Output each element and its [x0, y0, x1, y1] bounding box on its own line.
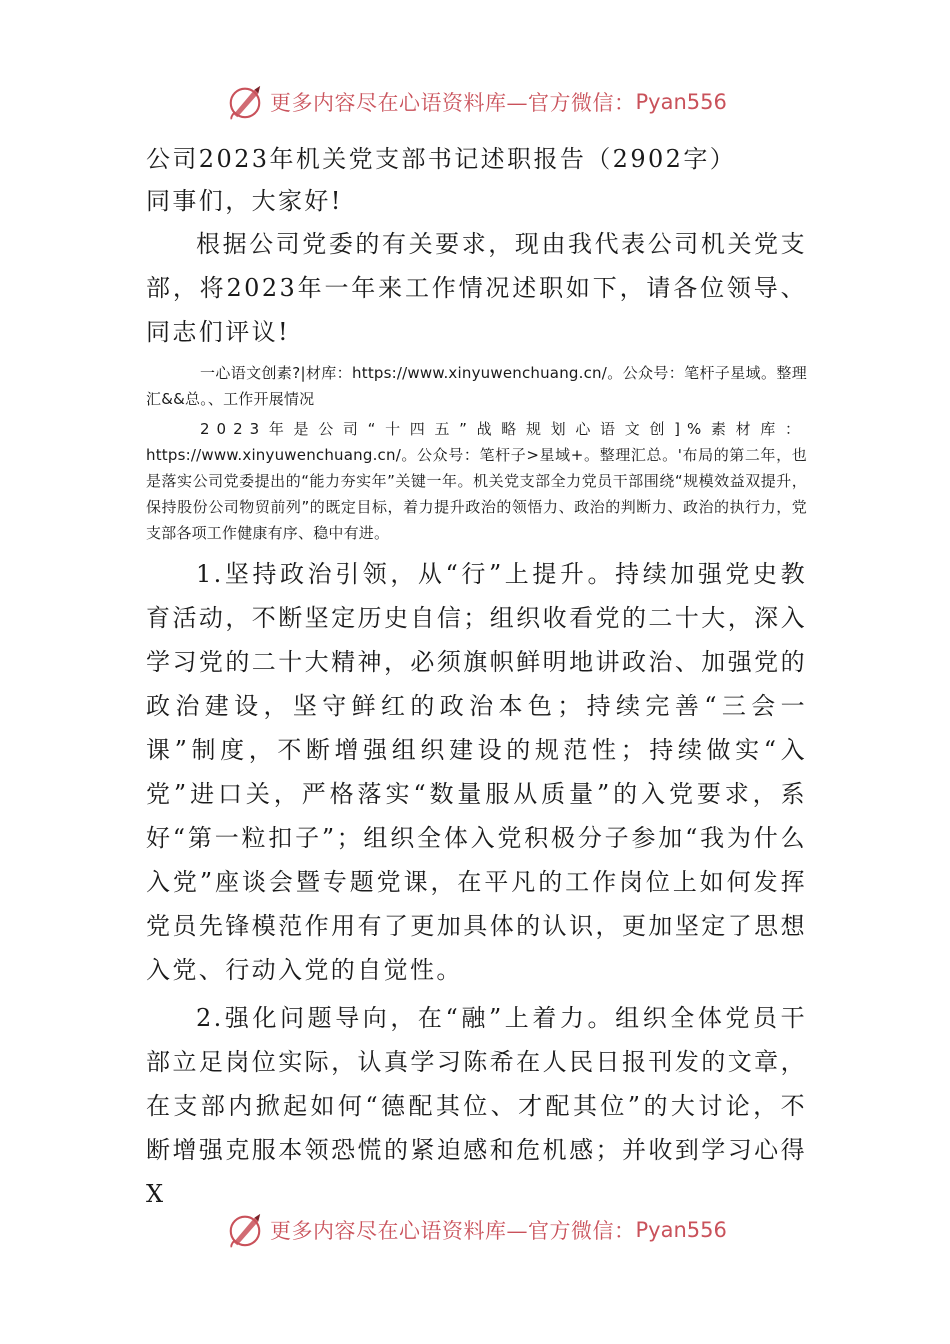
paragraph-1: 1.坚持政治引领，从“行”上提升。持续加强党史教育活动，不断坚定历史自信；组织收看党的二十大，深入学习党的二十大精神，必须旗帜鲜明地讲政治、加强党的政治建设，坚守鲜红的政治本色；持续完善“三会一课”制度，不断增强组织建设的规范性；持续做实“入党”进口关，严格落实“数量服从质量”的入党要求，系好“第一粒扣子”；组织全体入党积极分子参加“我为什么入党”座谈会暨专题党课，在平凡的工作岗位上如何发挥党员先锋模范作用有了更加具体的认识，更加坚定了思想入党、行动入党的自觉性。 — [146, 560, 807, 984]
header-banner — [226, 82, 727, 122]
document-title: 公司2023年机关党支部书记述职报告（2902字） — [146, 145, 737, 173]
pen-nib-logo-icon — [226, 83, 264, 121]
banner-text: 更多内容尽在心语资料库—官方微信： — [270, 1219, 636, 1243]
document-body — [146, 140, 807, 1216]
note-paragraph-2 — [146, 416, 807, 546]
pen-nib-logo-icon — [226, 1211, 264, 1249]
footer-banner — [226, 1210, 727, 1250]
note-paragraph-2-rest: https://www.xinyuwenchuang.cn/。公众号：笔杆子>星域+。整理汇总。'布局的第二年，也是落实公司党委提出的“能力夯实年”关键一年。机关党支部全力党员干部围绕“规模效益双提升，保持股份公司物贸前列”的既定目标，着力提升政治的领悟力、政治的判断力、政治的执行力，党支部各项工作健康有序、稳中有进。 — [146, 446, 807, 542]
intro-paragraph: 根据公司党委的有关要求，现由我代表公司机关党支部，将2023年一年来工作情况述职如下，请各位领导、同志们评议! — [146, 230, 807, 346]
banner-wechat-id: Pyan556 — [635, 1218, 727, 1242]
greeting: 同事们，大家好! — [146, 187, 343, 215]
paragraph-2: 2.强化问题导向，在“融”上着力。组织全体党员干部立足岗位实际，认真学习陈希在人民日报刊发的文章，在支部内掀起如何“德配其位、才配其位”的大讨论，不断增强克服本领恐慌的紧迫感和危机感；并收到学习心得X — [146, 1004, 807, 1208]
banner-wechat-id: Pyan556 — [635, 90, 727, 114]
note-paragraph-2-lead: 2023年是公司“十四五”战略规划心语文创]%素材库： — [200, 420, 807, 438]
note-paragraph-1: 一心语文创素?|材库：https://www.xinyuwenchuang.cn/。公众号：笔杆子星域。整理汇&&总。、工作开展情况 — [146, 364, 807, 408]
banner-text: 更多内容尽在心语资料库—官方微信： — [270, 91, 636, 115]
